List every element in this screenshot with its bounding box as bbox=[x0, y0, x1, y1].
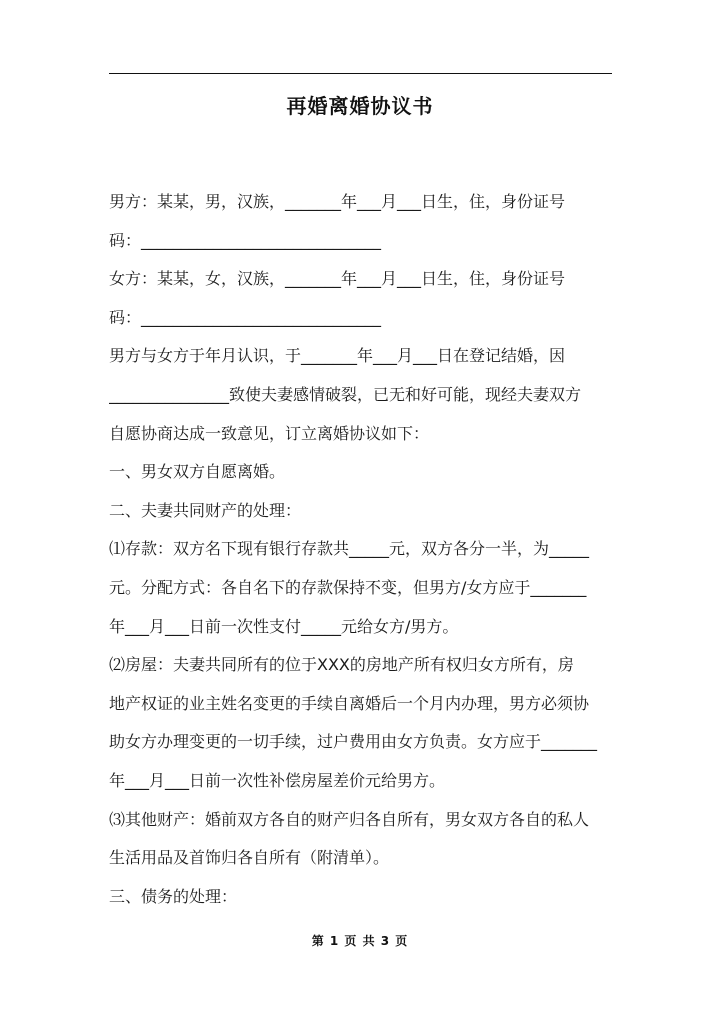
deposit-line-2: 元。分配方式：各自名下的存款保持不变，但男方/女方应于_______ bbox=[109, 577, 587, 597]
house-line-3: 助女方办理变更的一切手续，过户费用由女方负责。女方应于_______ bbox=[109, 732, 598, 752]
other-property-line-2: 生活用品及首饰归各自所有（附清单）。 bbox=[109, 848, 390, 868]
line-marriage-1: 男方与女方于年月认识，于_______年___月___日在登记结婚，因 bbox=[109, 346, 566, 366]
deposit-line-1: ⑴存款：双方名下现有银行存款共_____元，双方各分一半，为_____ bbox=[109, 539, 590, 559]
line-marriage-2: _______________致使夫妻感情破裂，已无和好可能，现经夫妻双方 bbox=[109, 384, 582, 404]
other-property-line-1: ⑶其他财产：婚前双方各自的财产归各自所有，男女双方各自的私人 bbox=[109, 809, 590, 829]
line-wife-info: 女方：某某，女，汉族，_______年___月___日生，住，身份证号 bbox=[109, 269, 566, 289]
document-body bbox=[109, 183, 612, 916]
house-line-4: 年___月___日前一次性补偿房屋差价元给男方。 bbox=[109, 770, 446, 790]
line-wife-id: 码：______________________________ bbox=[109, 307, 382, 327]
line-husband-id: 码：______________________________ bbox=[109, 230, 382, 250]
document-title: 再婚离婚协议书 bbox=[286, 94, 434, 118]
line-husband-info: 男方：某某，男，汉族，_______年___月___日生，住，身份证号 bbox=[109, 192, 566, 211]
line-marriage-3: 自愿协商达成一致意见，订立离婚协议如下： bbox=[109, 423, 430, 443]
section-3-heading: 三、债务的处理： bbox=[109, 886, 238, 906]
section-1-heading: 一、男女双方自愿离婚。 bbox=[109, 462, 286, 482]
house-line-1: ⑵房屋：夫妻共同所有的位于XXX的房地产所有权归女方所有，房 bbox=[109, 655, 574, 675]
house-line-2: 地产权证的业主姓名变更的手续自离婚后一个月内办理，男方必须协 bbox=[109, 693, 590, 713]
header-rule bbox=[109, 73, 612, 74]
deposit-line-3: 年___月___日前一次性支付_____元给女方/男方。 bbox=[109, 616, 459, 636]
page-footer: 第 1 页 共 3 页 bbox=[311, 934, 409, 948]
section-2-heading: 二、夫妻共同财产的处理： bbox=[109, 500, 302, 520]
